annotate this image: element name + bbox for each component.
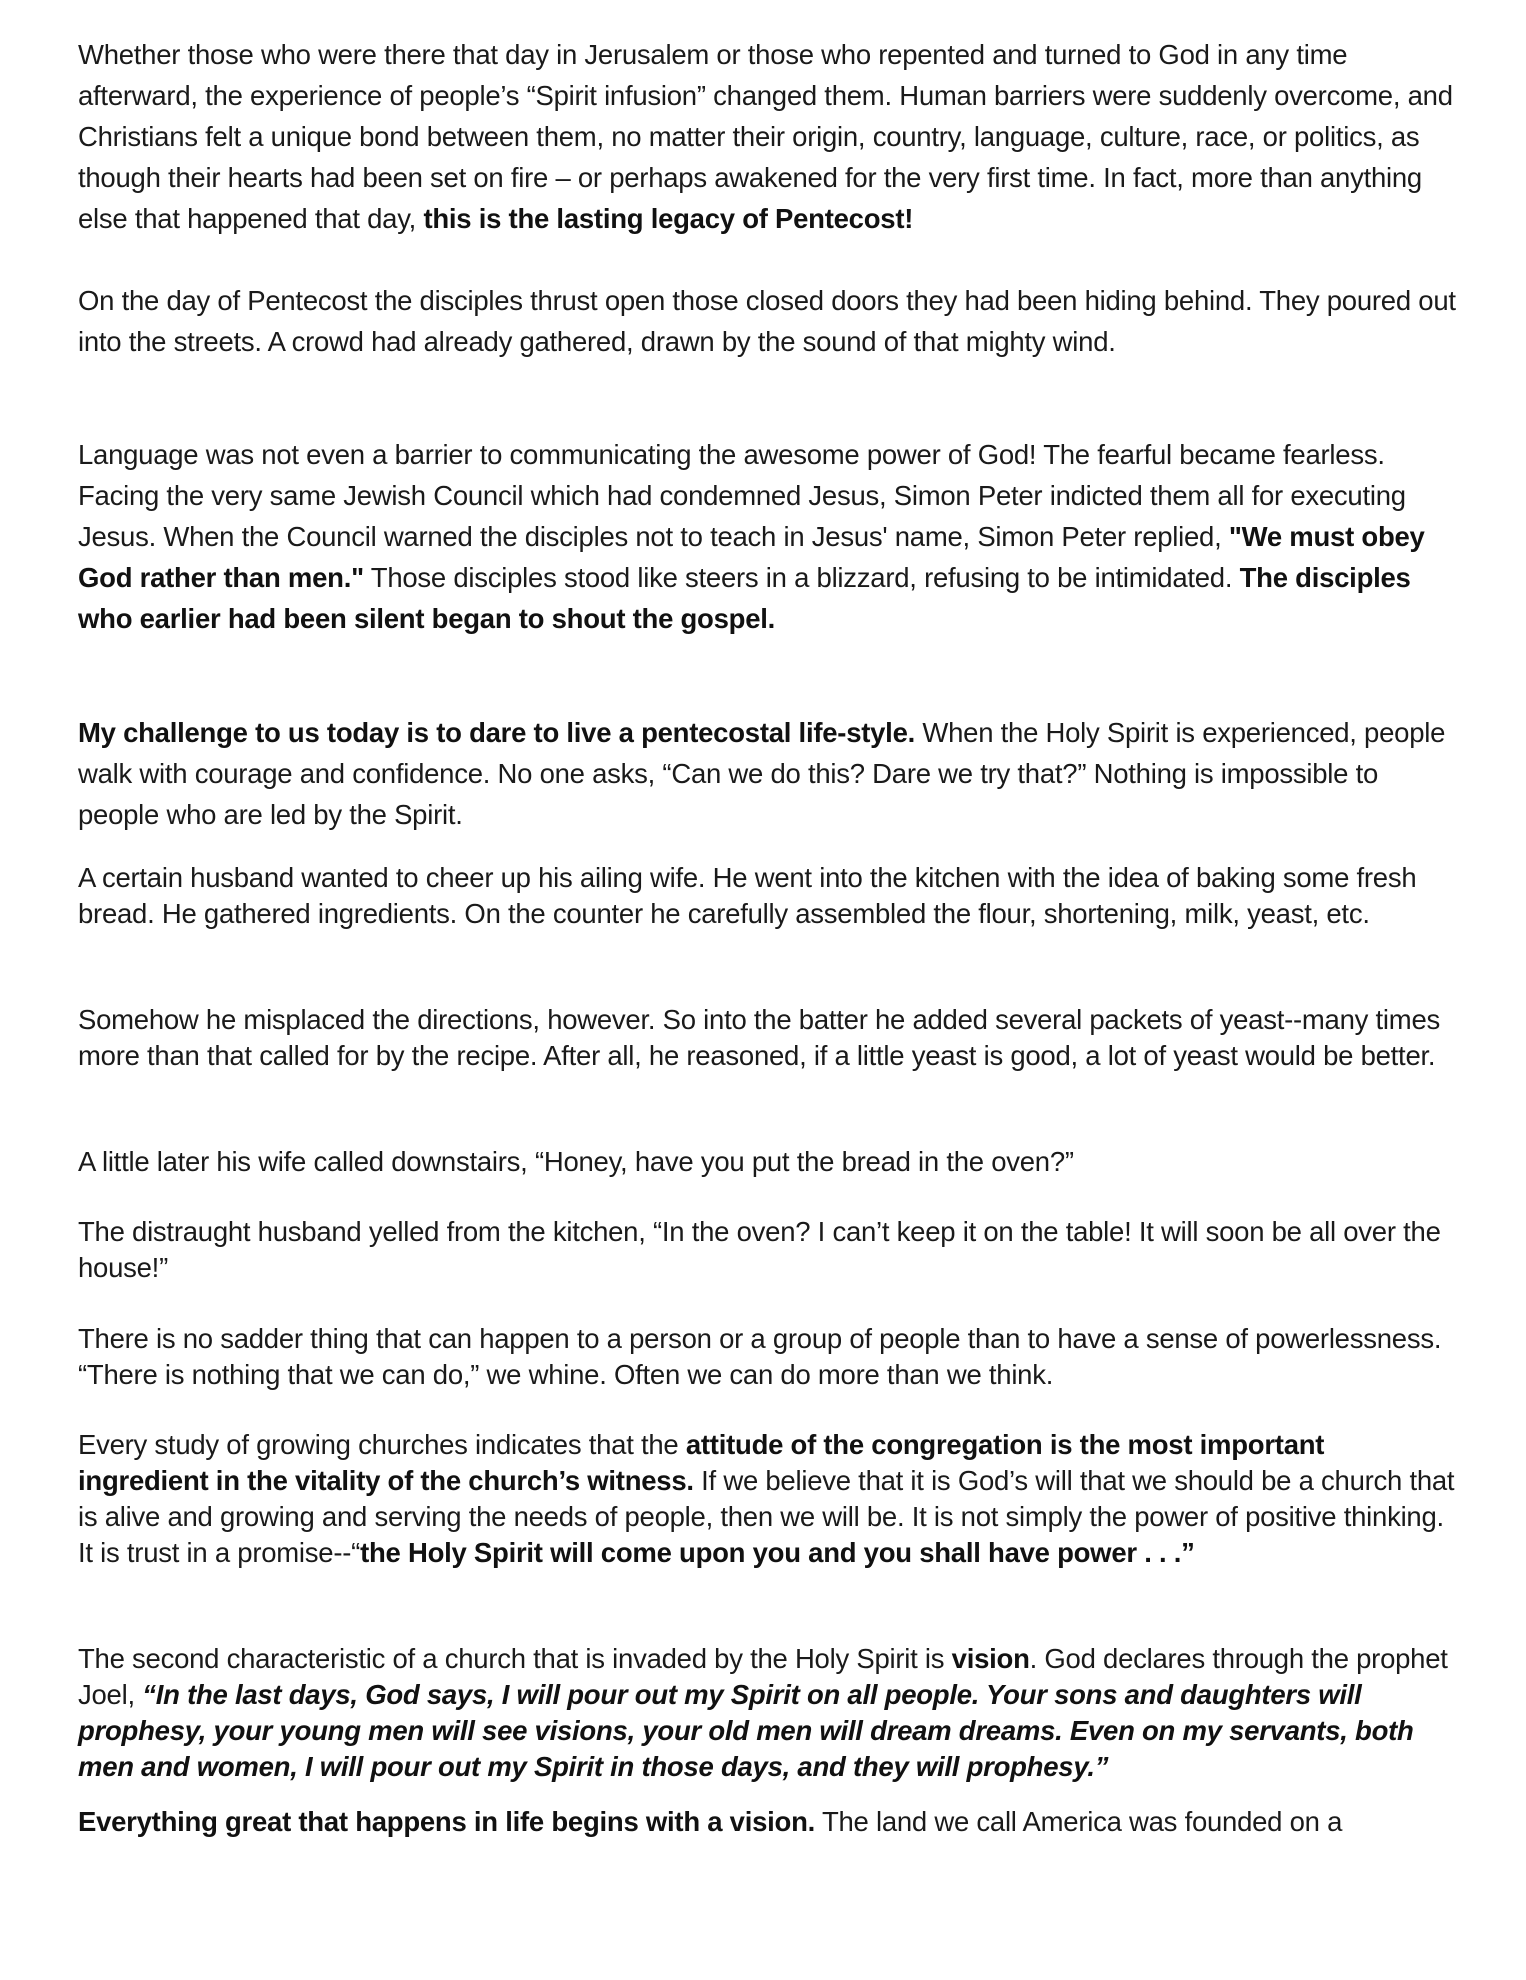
text-run: A little later his wife called downstairs, “Honey, have you put the bread in the oven?” bbox=[78, 1146, 1074, 1177]
text-run: Somehow he misplaced the directions, however. So into the batter he added several packets of yeast--many times more than that called for by the recipe. After all, he reasoned, if a little yeast is good, a lot of yeast would be better. bbox=[78, 1004, 1440, 1071]
bold-text: Everything great that happens in life begins with a vision. bbox=[78, 1806, 816, 1837]
document-page bbox=[78, 34, 1460, 1840]
paragraph bbox=[78, 1427, 1460, 1641]
text-run: A certain husband wanted to cheer up his ailing wife. He went into the kitchen with the idea of baking some fresh bread. He gathered ingredients. On the counter he carefully assembled the flour, shortening, milk, yeast, etc. bbox=[78, 862, 1417, 929]
bold-text: the Holy Spirit will come upon you and you shall have power . . .” bbox=[360, 1537, 1195, 1568]
bold-text: this is the lasting legacy of Pentecost! bbox=[423, 203, 914, 234]
paragraph bbox=[78, 1144, 1460, 1214]
text-run: There is no sadder thing that can happen to a person or a group of people than to have a sense of powerlessness. “There is nothing that we can do,” we whine. Often we can do more than we think. bbox=[78, 1323, 1442, 1390]
text-run: Whether those who were there that day in Jerusalem or those who repented and turned to God in any time afterward, the experience of people’s “Spirit infusion” changed them. Human barriers were suddenly overcome, and Christians felt a unique bond between them, no matter their origin, country, language, culture, race, or politics, as though their hearts had been set on fire – or perhaps awakened for the very first time. In fact, more than anything else that happened that day, bbox=[78, 39, 1453, 234]
paragraph bbox=[78, 1641, 1460, 1804]
paragraph bbox=[78, 434, 1460, 712]
text-run: Language was not even a barrier to communicating the awesome power of God! The fearful became fearless. Facing the very same Jewish Council which had condemned Jesus, Simon Peter indicted them all for executing Jesus. When the Council warned the disciples not to teach in Jesus' name, Simon Peter replied, bbox=[78, 439, 1406, 552]
paragraph bbox=[78, 712, 1460, 860]
paragraph bbox=[78, 1804, 1460, 1840]
text-run: The second characteristic of a church that is invaded by the Holy Spirit is bbox=[78, 1643, 952, 1674]
text-run: Every study of growing churches indicates that the bbox=[78, 1429, 686, 1460]
bold-text: My challenge to us today is to dare to live a pentecostal life-style. bbox=[78, 717, 916, 748]
text-run: When the Holy Spirit is experienced, people walk with courage and confidence. No one asks, “Can we do this? Dare we try that?” Nothing is impossible to people who are led by the Spirit. bbox=[78, 717, 1446, 830]
bold-text: "We must obey God rather than men." bbox=[78, 521, 1425, 593]
paragraph bbox=[78, 1321, 1460, 1427]
bold-text: vision bbox=[951, 1643, 1030, 1674]
text-run: The land we call America was founded on a bbox=[815, 1806, 1343, 1837]
paragraph bbox=[78, 1214, 1460, 1321]
text-run: . God declares through the prophet Joel, bbox=[78, 1643, 1448, 1710]
text-run: On the day of Pentecost the disciples thrust open those closed doors they had been hiding behind. They poured out into the streets. A crowd had already gathered, drawn by the sound of that mighty wind. bbox=[78, 285, 1456, 357]
paragraph bbox=[78, 1002, 1460, 1144]
text-run: Those disciples stood like steers in a blizzard, refusing to be intimidated. bbox=[363, 562, 1240, 593]
paragraph bbox=[78, 280, 1460, 434]
text-run: The distraught husband yelled from the kitchen, “In the oven? I can’t keep it on the table! It will soon be all over the house!” bbox=[78, 1216, 1441, 1283]
bold-text: attitude of the congregation is the most important ingredient in the vitality of the church’s witness. bbox=[78, 1429, 1325, 1496]
paragraph bbox=[78, 860, 1460, 1002]
paragraph bbox=[78, 34, 1460, 280]
text-run: If we believe that it is God’s will that we should be a church that is alive and growing and serving the needs of people, then we will be. It is not simply the power of positive thinking. It is trust in a promise--“ bbox=[78, 1465, 1455, 1568]
bold-italic-text: “In the last days, God says, I will pour out my Spirit on all people. Your sons and daughters will prophesy, your young men will see visions, your old men will dream dreams. Even on my servants, both men and women, I will pour out my Spirit in those days, and they will prophesy.” bbox=[78, 1679, 1414, 1782]
bold-text: The disciples who earlier had been silent began to shout the gospel. bbox=[78, 562, 1411, 634]
